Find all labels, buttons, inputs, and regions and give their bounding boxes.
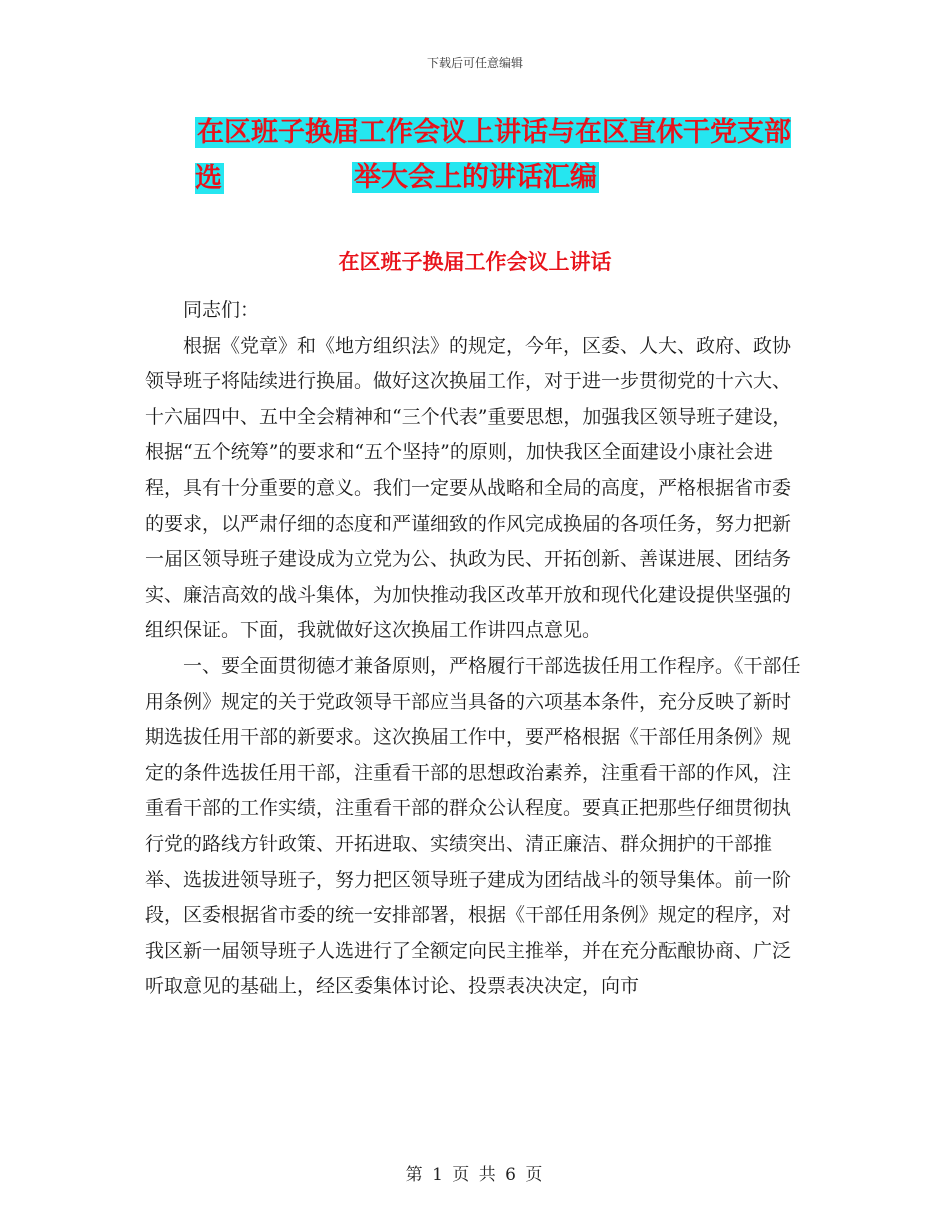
document-body — [145, 293, 805, 1005]
paragraph: 根据《党章》和《地方组织法》的规定，今年，区委、人大、政府、政协领导班子将陆续进行换届。做好这次换届工作，对于进一步贯彻党的十六大、十六届四中、五中全会精神和“三个代表”重要思想，加强我区领导班子建设，根据“五个统筹”的要求和“五个坚持”的原则，加快我区全面建设小康社会进程，具有十分重要的意义。我们一定要从战略和全局的高度，严格根据省市委的要求，以严肃仔细的态度和严谨细致的作风完成换届的各项任务，努力把新一届区领导班子建设成为立党为公、执政为民、开拓创新、善谋进展、团结务实、廉洁高效的战斗集体，为加快推动我区改革开放和现代化建设提供坚强的组织保证。下面，我就做好这次换届工作讲四点意见。 — [145, 334, 792, 642]
header-note: 下载后可任意编辑 — [426, 56, 523, 70]
page-footer: 第 1 页 共 6 页 — [405, 1165, 545, 1185]
paragraph: 一、要全面贯彻德才兼备原则，严格履行干部选拔任用工作程序。《干部任用条例》规定的关于党政领导干部应当具备的六项基本条件，充分反映了新时期选拔任用干部的新要求。这次换届工作中，要严格根据《干部任用条例》规定的条件选拔任用干部，注重看干部的思想政治素养，注重看干部的作风，注重看干部的工作实绩，注重看干部的群众公认程度。要真正把那些仔细贯彻执行党的路线方针政策、开拓进取、实绩突出、清正廉洁、群众拥护的干部推举、选拔进领导班子，努力把区领导班子建成为团结战斗的领导集体。前一阶段，区委根据省市委的统一安排部署，根据《干部任用条例》规定的程序，对我区新一届领导班子人选进行了全额定向民主推举，并在充分酝酿协商、广泛听取意见的基础上，经区委集体讨论、投票表决决定，向市 — [145, 654, 801, 998]
document-title-line-2 — [352, 155, 652, 201]
document-title-text-1: 在区班子换届工作会议上讲话与在区直休干党支部选 — [195, 117, 791, 194]
salutation: 同志们： — [183, 299, 260, 321]
document-title-text-2: 举大会上的讲话汇编 — [354, 162, 597, 193]
section-title: 在区班子换届工作会议上讲话 — [338, 250, 612, 274]
